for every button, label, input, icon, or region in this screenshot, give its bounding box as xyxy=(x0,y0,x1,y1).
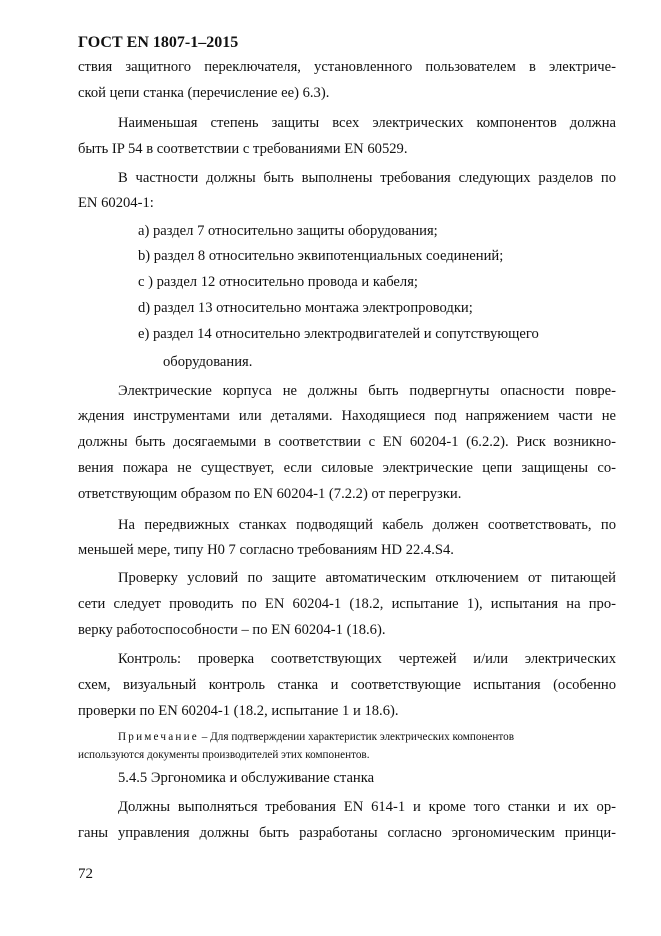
text-line: ской цепи станка (перечисление ee) 6.3). xyxy=(78,85,330,101)
text-line: ждения инструментами или деталями. Находящиеся под напряжением части не xyxy=(78,408,616,424)
text-line: ответствующим образом по EN 60204-1 (7.2.2) от перегрузки. xyxy=(78,486,462,502)
text-line: должны быть досягаемыми в соответствии с EN 60204-1 (6.2.2). Риск возникно- xyxy=(78,434,616,450)
text-line: меньшей мере, типу H0 7 согласно требованиям HD 22.4.S4. xyxy=(78,542,454,558)
text-line: На передвижных станках подводящий кабель должен соответствовать, по xyxy=(118,517,616,533)
text-line: Должны выполняться требования EN 614-1 и кроме того станки и их ор- xyxy=(118,799,616,815)
text-line: верку работоспособности – по EN 60204-1 (18.6). xyxy=(78,622,386,638)
document-header: ГОСТ EN 1807-1–2015 xyxy=(78,34,239,51)
list-item: d) раздел 13 относительно монтажа электропроводки; xyxy=(138,300,473,316)
text-line: Электрические корпуса не должны быть подвергнуты опасности повре- xyxy=(118,383,616,399)
text-line: сети следует проводить по EN 60204-1 (18.2, испытание 1), испытания на про- xyxy=(78,596,616,612)
text-line: проверки по EN 60204-1 (18.2, испытание 1 и 18.6). xyxy=(78,703,399,719)
list-item-continuation: оборудования. xyxy=(163,354,253,370)
note-line: используются документы производителей этих компонентов. xyxy=(78,749,370,761)
note-text: – Для подтверждении характеристик электрических компонентов xyxy=(201,731,514,743)
text-line: Проверку условий по защите автоматическим отключением от питающей xyxy=(118,570,616,586)
text-line: Наименьшая степень защиты всех электрических компонентов должна xyxy=(118,115,616,131)
note-label: Примечание xyxy=(118,731,199,743)
text-line: Контроль: проверка соответствующих чертежей и/или электрических xyxy=(118,651,616,667)
section-heading: 5.4.5 Эргономика и обслуживание станка xyxy=(118,770,375,786)
text-line: ствия защитного переключателя, установленного пользователем в электриче- xyxy=(78,59,616,75)
list-item: c ) раздел 12 относительно провода и кабеля; xyxy=(138,274,418,290)
text-line: быть IP 54 в соответствии с требованиями EN 60529. xyxy=(78,141,408,157)
list-item: e) раздел 14 относительно электродвигателей и сопутствующего xyxy=(138,326,539,342)
text-line: схем, визуальный контроль станка и соответствующие испытания (особенно xyxy=(78,677,616,693)
page-number: 72 xyxy=(78,866,93,882)
list-item: b) раздел 8 относительно эквипотенциальных соединений; xyxy=(138,248,504,264)
note-line xyxy=(118,729,616,746)
text-line: В частности должны быть выполнены требования следующих разделов по xyxy=(118,170,616,186)
text-line: вения пожара не существует, если силовые электрические цепи защищены со- xyxy=(78,460,616,476)
list-item: a) раздел 7 относительно защиты оборудования; xyxy=(138,223,438,239)
text-line: EN 60204-1: xyxy=(78,195,154,211)
text-line: ганы управления должны быть разработаны согласно эргономическим принци- xyxy=(78,825,616,841)
